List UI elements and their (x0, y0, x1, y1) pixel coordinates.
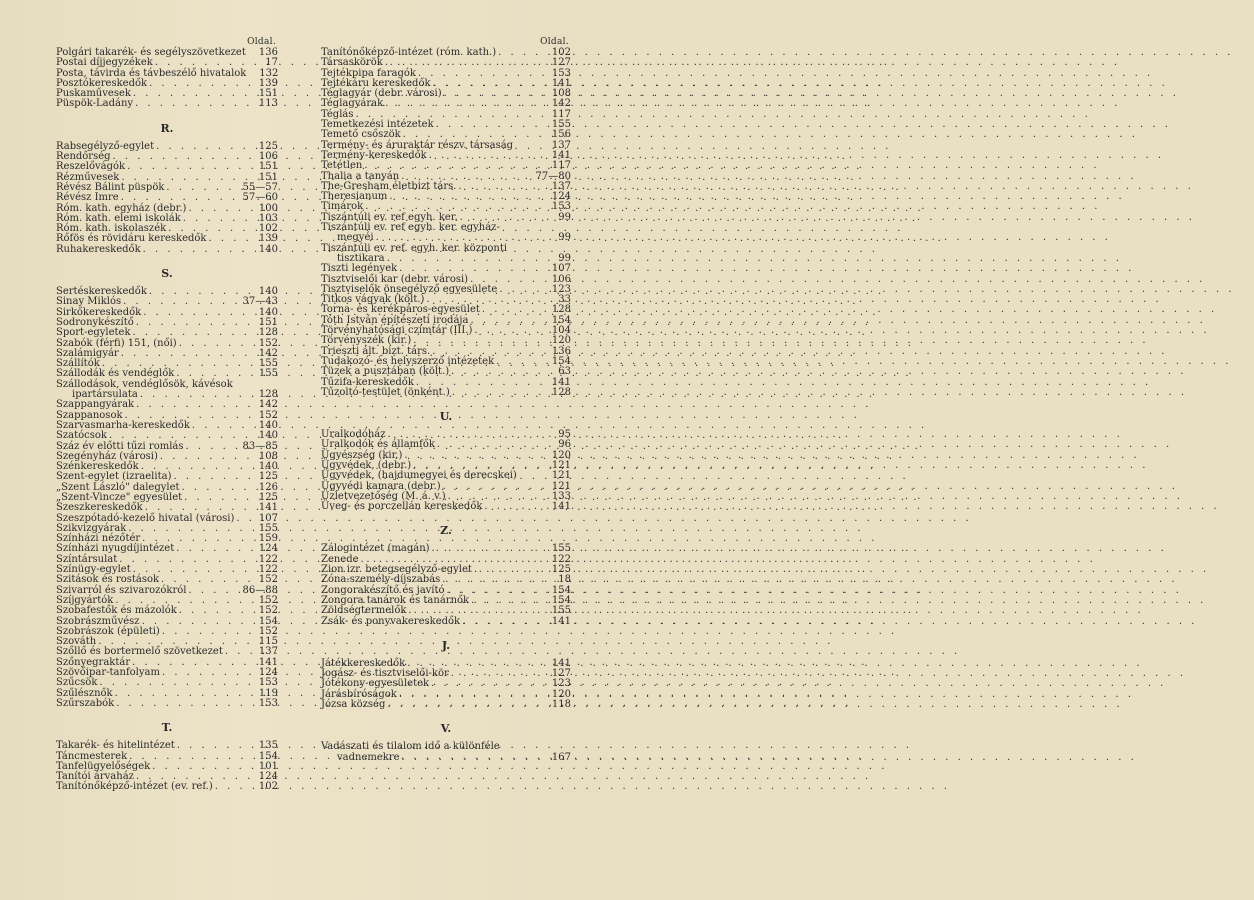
entry-label: Szent-egylet (izraelita) (56, 471, 172, 483)
entry-label: Zöldségtermelők (321, 605, 407, 617)
entry-label: Sinay Miklós (56, 296, 122, 308)
entry-page-number: 159 (258, 533, 278, 545)
entry-label: Szőnyegraktár (56, 656, 131, 668)
entry-page-number: 142 (258, 347, 278, 359)
entry-page-number: 156 (551, 129, 571, 141)
entry-label: Szappangyárak (56, 399, 135, 411)
entry-label: Tóth István építészeti irodája (321, 314, 469, 326)
entry-page-number: 57—60 (242, 192, 278, 204)
leader-dots (177, 741, 254, 751)
entry-label: Jótékony-egyesületek (321, 678, 430, 690)
entry-label: Józsa község (321, 699, 386, 711)
entry-page-number: 154 (258, 615, 278, 627)
entry-page-number: 154 (551, 584, 571, 596)
leader-dots (116, 699, 254, 709)
entry-label: Szikvizgyárak (56, 522, 127, 534)
left-column (56, 36, 278, 793)
entry-label: Püspök-Ladány (56, 98, 134, 110)
entry-page-number: 152 (258, 409, 278, 421)
entry-label: Titkos vágyak (költ.) (321, 294, 425, 306)
entry-label: Róm. kath. iskolaszék (56, 223, 167, 235)
entry-label: Uralkodók és államfők (321, 439, 435, 451)
entry-label: Zálogintézet (magán) (321, 543, 430, 555)
entry-label: Puskaművesek (56, 88, 131, 100)
entry-page-number: 117 (551, 160, 571, 172)
index-entry (56, 99, 278, 109)
entry-page-number: 99 (558, 252, 571, 264)
index-entry (321, 388, 571, 398)
entry-page-number: 128 (551, 386, 571, 398)
entry-page-number: 133 (551, 490, 571, 502)
entry-page-number: 152 (258, 574, 278, 586)
entry-label: Révész Bálint püspök (56, 181, 165, 193)
entry-page-number: 136 (258, 47, 278, 58)
entry-label: Tanítónőképző-intézet (róm. kath.) (321, 47, 497, 58)
entry-page-number: 152 (258, 337, 278, 349)
entry-label: Tanfelügyelőségek (56, 760, 151, 772)
entry-label: Vadászati és tilalom idő a különféle (321, 741, 500, 753)
section-letter-heading: R. (160, 121, 174, 135)
entry-page-number: 120 (551, 449, 571, 461)
entry-label: Sertéskereskedők (56, 286, 147, 298)
entry-label: Törvényszék (kir.) (321, 335, 412, 347)
entry-label: Szűcsök (56, 677, 98, 689)
entry-label: Termény- és áruraktár részv. társaság (321, 139, 514, 151)
entry-label: Törvényhatósági czímtár (III.) (321, 325, 473, 337)
entry-page-number: 154 (258, 750, 278, 762)
index-entry (321, 367, 571, 377)
index-entry (56, 245, 278, 255)
entry-page-number: 167 (551, 751, 571, 763)
index-entry (321, 264, 571, 274)
section-letter-heading: T. (161, 721, 173, 735)
entry-label: Szegényház (városi) (56, 450, 158, 462)
entry-label: Szövőipar-tanfolyam (56, 667, 160, 679)
entry-label: „Szent-Vincze" egyesület (56, 491, 183, 503)
entry-label: megyéi (337, 232, 374, 244)
entry-page-number: 153 (551, 67, 571, 79)
entry-page-number: 141 (551, 501, 571, 513)
entry-label: Uralkodóház (321, 429, 386, 441)
entry-label: Színügy-egylet (56, 564, 131, 576)
entry-label: Szováth (56, 636, 97, 648)
entry-page-number: 125 (551, 564, 571, 576)
section-letter-heading: V. (440, 722, 452, 736)
entry-label: vadnemekre (337, 751, 400, 763)
entry-label: Ügyvédi kamara (debr.) (321, 480, 441, 492)
entry-label: Trieszti ált. bizt. társ. (321, 345, 431, 357)
entry-label: Posta, távirda és távbeszélő hivatalok (56, 67, 247, 79)
leader-dots (402, 753, 547, 763)
entry-label: Szobrászok (épületi) (56, 625, 160, 637)
entry-label: Sport-egyletek (56, 327, 131, 339)
entry-page-number: 128 (258, 327, 278, 339)
entry-label: Szőllő és bortermelő szövetkezet (56, 646, 223, 658)
entry-label: Színtársulat (56, 553, 118, 565)
entry-page-number: 152 (258, 605, 278, 617)
index-entry (56, 328, 278, 338)
entry-label: Takarék- és hitelintézet (56, 740, 175, 752)
entry-label: Termény-kereskedők (321, 149, 427, 161)
entry-page-number: 155 (258, 358, 278, 370)
entry-page-number: 121 (551, 459, 571, 471)
leader-dots (215, 782, 254, 792)
entry-label: Thalia a tanyán (321, 170, 400, 182)
entry-label: Színházi nyugdíjintézet (56, 543, 175, 555)
entry-label: Zóna-személy-díjszabás (321, 574, 441, 586)
entry-label: Szénkereskedők (56, 461, 139, 473)
entry-page-number: 120 (551, 335, 571, 347)
entry-label: Szállodások, vendéglősök, kávésok (56, 378, 233, 390)
entry-label: Róm. kath. elemi iskolák (56, 212, 181, 224)
entry-page-number: 151 (258, 161, 278, 173)
entry-page-number: 33 (558, 294, 571, 306)
entry-page-number: 123 (551, 283, 571, 295)
entry-label: Rendőrség (56, 151, 111, 163)
entry-page-number: 108 (551, 88, 571, 100)
entry-label: Tiszántúli ev. ref. egyh. ker. központi (321, 242, 508, 254)
page-column-header: Oldal. (540, 37, 569, 47)
entry-label: Posztókereskedők (56, 77, 148, 89)
entry-label: Szállítók (56, 358, 100, 370)
entry-label: Járásbíróságok (321, 688, 397, 700)
entry-label: Rézművesek (56, 171, 120, 183)
entry-label: Tisztviselői kar (debr. városi) (321, 273, 469, 285)
entry-page-number: 121 (551, 480, 571, 492)
entry-page-number: 99 (558, 211, 571, 223)
entry-label: Szobafestők és mázolók (56, 605, 177, 617)
entry-page-number: 122 (551, 553, 571, 565)
entry-label: Temető csőszök (321, 129, 401, 141)
entry-label: Szűlésznők (56, 687, 113, 699)
entry-page-number: 102 (551, 47, 571, 58)
entry-label: Színházi nézőtér (56, 533, 141, 545)
entry-label: Játékkereskedők (321, 657, 406, 669)
leader-dots (143, 245, 254, 255)
entry-label: Tiszántúli ev. ref egyh. ker. egyház- (321, 222, 500, 234)
entry-page-number: 128 (258, 389, 278, 401)
entry-page-number: 118 (551, 699, 571, 711)
entry-page-number: 154 (551, 314, 571, 326)
entry-label: Tanítói árvaház (56, 771, 134, 783)
entry-label: Ügyészség (kir.) (321, 449, 403, 461)
entry-page-number: 151 (258, 171, 278, 183)
entry-page-number: 141 (551, 77, 571, 89)
entry-label: The-Gresham életbizt társ. (321, 180, 457, 192)
entry-page-number: 119 (258, 687, 278, 699)
entry-page-number: 127 (551, 668, 571, 680)
section-letter-heading: U. (439, 410, 453, 424)
entry-label: Sirkőkereskedők (56, 306, 142, 318)
entry-label: Reszelővágók (56, 161, 126, 173)
entry-page-number: 141 (551, 615, 571, 627)
entry-page-number: 155 (551, 119, 571, 131)
entry-label: Téglagyár (debr. városi) (321, 88, 442, 100)
entry-page-number: 104 (551, 325, 571, 337)
entry-label: Téglás (321, 108, 354, 120)
entry-page-number: 125 (258, 140, 278, 152)
entry-label: Róm. kath. egyház (debr.) (56, 202, 187, 214)
entry-label: Tűzoltó-testület (önként.) (321, 386, 450, 398)
entry-page-number: 155 (551, 543, 571, 555)
leader-dots (451, 367, 547, 377)
entry-page-number: 125 (258, 491, 278, 503)
entry-page-number: 113 (258, 98, 278, 110)
entry-page-number: 108 (258, 450, 278, 462)
index-entry (56, 782, 278, 792)
entry-page-number: 139 (258, 77, 278, 89)
entry-label: Zongorakészítő és javító (321, 584, 445, 596)
leader-dots (387, 700, 547, 710)
entry-page-number: 123 (551, 678, 571, 690)
entry-page-number: 100 (258, 202, 278, 214)
index-entry (321, 617, 571, 627)
entry-page-number: 141 (258, 656, 278, 668)
entry-label: Torna- és kerékpáros-egyesület (321, 304, 480, 316)
entry-label: Szabók (férfi) 151, (női) (56, 337, 177, 349)
entry-page-number: 18 (558, 574, 571, 586)
section-letter-heading: J. (441, 638, 451, 652)
leader-dots (109, 431, 254, 441)
entry-page-number: 155 (551, 605, 571, 617)
entry-label: Szarvasmarha-kereskedők (56, 419, 190, 431)
entry-label: tisztikara (337, 252, 385, 264)
entry-label: Theresianum (321, 191, 388, 203)
entry-page-number: 140 (258, 243, 278, 255)
entry-label: Tiszti legények (321, 263, 398, 275)
entry-label: Üzletvezetőség (M. á. v.) (321, 490, 446, 502)
index-entry (56, 606, 278, 616)
entry-page-number: 140 (258, 306, 278, 318)
entry-page-number: 140 (258, 286, 278, 298)
index-entry (56, 699, 278, 709)
leader-dots (484, 502, 547, 512)
entry-page-number: 152 (258, 625, 278, 637)
entry-page-number: 137 (551, 139, 571, 151)
entry-page-number: 137 (551, 180, 571, 192)
entry-label: Tejtékpipa faragók (321, 67, 416, 79)
entry-page-number: 124 (258, 771, 278, 783)
entry-label: Tűzifa-kereskedők (321, 376, 414, 388)
entry-page-number: 115 (258, 636, 278, 648)
entry-label: Jogász- és tisztviselői-kör (321, 668, 449, 680)
entry-page-number: 132 (259, 67, 279, 79)
index-entry (321, 700, 571, 710)
section-letter-heading: S. (161, 267, 173, 281)
entry-page-number: 99 (558, 232, 571, 244)
section-letter-heading: Z. (440, 524, 452, 538)
entry-page-number: 139 (258, 233, 278, 245)
entry-label: Üveg- és porczellán kereskedők (321, 501, 483, 513)
entry-label: Száz év előtti tűzi romlás (56, 440, 184, 452)
entry-page-number: 140 (258, 419, 278, 431)
entry-page-number: 153 (258, 677, 278, 689)
entry-label: Timárok (321, 201, 364, 213)
entry-label: Szivarról és szivarozókról (56, 584, 187, 596)
entry-page-number: 152 (258, 594, 278, 606)
entry-label: Szatócsok (56, 430, 107, 442)
entry-page-number: 151 (258, 316, 278, 328)
leader-dots (462, 617, 547, 627)
entry-page-number: 155 (258, 368, 278, 380)
entry-page-number: 125 (258, 471, 278, 483)
entry-label: Zenede (321, 553, 359, 565)
entry-label: Tudakozó- és helyszerző intézetek (321, 355, 495, 367)
entry-label: Tisztviselők önsegélyző egyesülete (321, 283, 498, 295)
entry-page-number: 142 (551, 98, 571, 110)
entry-page-number: 153 (258, 697, 278, 709)
entry-page-number: 141 (258, 502, 278, 514)
entry-page-number: 142 (258, 399, 278, 411)
entry-page-number: 106 (258, 151, 278, 163)
leader-dots (399, 264, 547, 274)
entry-page-number: 120 (551, 688, 571, 700)
leader-dots (135, 99, 254, 109)
entry-page-number: 128 (551, 304, 571, 316)
entry-page-number: 55—57 (242, 181, 278, 193)
entry-page-number: 141 (551, 376, 571, 388)
entry-label: Ügyvédek, (debr.) (321, 459, 412, 471)
index-entry (321, 753, 571, 763)
entry-page-number: 106 (551, 273, 571, 285)
entry-page-number: 83—85 (242, 440, 278, 452)
entry-label: Társaskörök (321, 57, 383, 69)
entry-label: Ügyvédek, (hajdumegyei és derecskei) (321, 470, 517, 482)
entry-label: Szalámigyár (56, 347, 119, 359)
entry-page-number: 101 (258, 760, 278, 772)
index-entry (56, 741, 278, 751)
right-column (321, 36, 571, 763)
entry-label: Tüzek a pusztában (költ.) (321, 366, 450, 378)
entry-page-number: 121 (551, 470, 571, 482)
entry-page-number: 17 (265, 57, 278, 69)
entry-label: Zongora tanárok és tanárnők (321, 594, 470, 606)
index-entry (56, 431, 278, 441)
entry-label: Tanítónőképző-intézet (ev. ref.) (56, 781, 213, 793)
leader-dots (133, 328, 254, 338)
entry-label: Szeszpótadó-kezelő hivatal (városi) (56, 512, 235, 524)
entry-page-number: 103 (258, 212, 278, 224)
index-entry (321, 502, 571, 512)
entry-label: Tejtékáru kereskedők (321, 77, 431, 89)
entry-label: Szappanosok (56, 409, 123, 421)
entry-label: Temetkezési intézetek (321, 119, 434, 131)
entry-page-number: 102 (258, 223, 278, 235)
entry-page-number: 37—43 (242, 296, 278, 308)
entry-label: Tetétlen (321, 160, 363, 172)
entry-page-number: 135 (258, 740, 278, 752)
entry-page-number: 151 (258, 88, 278, 100)
entry-label: Révész Imre (56, 192, 119, 204)
entry-page-number: 124 (551, 191, 571, 203)
entry-page-number: 86—88 (242, 584, 278, 596)
entry-page-number: 136 (551, 345, 571, 357)
entry-page-number: 63 (558, 366, 571, 378)
entry-page-number: 140 (258, 430, 278, 442)
entry-label: Zsák- és ponyvakereskedők (321, 615, 461, 627)
entry-label: Postai díjjegyzékek (56, 57, 153, 69)
entry-page-number: 127 (551, 57, 571, 69)
entry-page-number: 140 (258, 461, 278, 473)
entry-label: Szíjgyártók (56, 594, 114, 606)
entry-label: Szállodák és vendéglők (56, 368, 175, 380)
leader-dots (408, 606, 547, 616)
entry-label: Zion izr. betegsegélyző-egylet (321, 564, 472, 576)
entry-page-number: 122 (258, 564, 278, 576)
entry-page-number: 141 (551, 657, 571, 669)
entry-label: Szűrszabók (56, 697, 115, 709)
entry-label: Sodronykészítő (56, 316, 134, 328)
entry-page-number: 102 (258, 781, 278, 793)
entry-page-number: 155 (258, 522, 278, 534)
entry-label: Rőfös és rövidáru kereskedők (56, 233, 207, 245)
entry-page-number: 124 (258, 667, 278, 679)
entry-page-number: 96 (558, 439, 571, 451)
entry-label: Tiszántúli ev. ref egyh. ker. (321, 211, 458, 223)
entry-page-number: 154 (551, 355, 571, 367)
entry-page-number: 126 (258, 481, 278, 493)
entry-label: Rabsegélyző-egylet (56, 140, 155, 152)
index-page (0, 0, 609, 900)
entry-page-number: 107 (551, 263, 571, 275)
entry-label: Szitások és rostások (56, 574, 160, 586)
leader-dots (452, 388, 547, 398)
entry-label: Szobrászművész (56, 615, 140, 627)
index-entry (321, 606, 571, 616)
entry-label: Polgári takarék- és segélyszövetkezet (56, 47, 246, 58)
entry-label: Szeszkereskedők (56, 502, 143, 514)
entry-page-number: 154 (551, 594, 571, 606)
entry-page-number: 117 (551, 108, 571, 120)
entry-label: ipartársulata (72, 389, 138, 401)
entry-page-number: 153 (551, 201, 571, 213)
leader-dots (179, 606, 254, 616)
entry-page-number: 137 (258, 646, 278, 658)
entry-page-number: 95 (558, 429, 571, 441)
entry-page-number: 77—80 (535, 170, 571, 182)
entry-label: „Szent László" dalegylet (56, 481, 180, 493)
entry-label: Ruhakereskedők (56, 243, 141, 255)
page-column-header: Oldal. (247, 37, 276, 47)
entry-label: Táncmesterek (56, 750, 128, 762)
entry-page-number: 141 (551, 149, 571, 161)
entry-label: Téglagyárak (321, 98, 384, 110)
entry-page-number: 107 (258, 512, 278, 524)
entry-page-number: 124 (258, 543, 278, 555)
entry-page-number: 122 (258, 553, 278, 565)
